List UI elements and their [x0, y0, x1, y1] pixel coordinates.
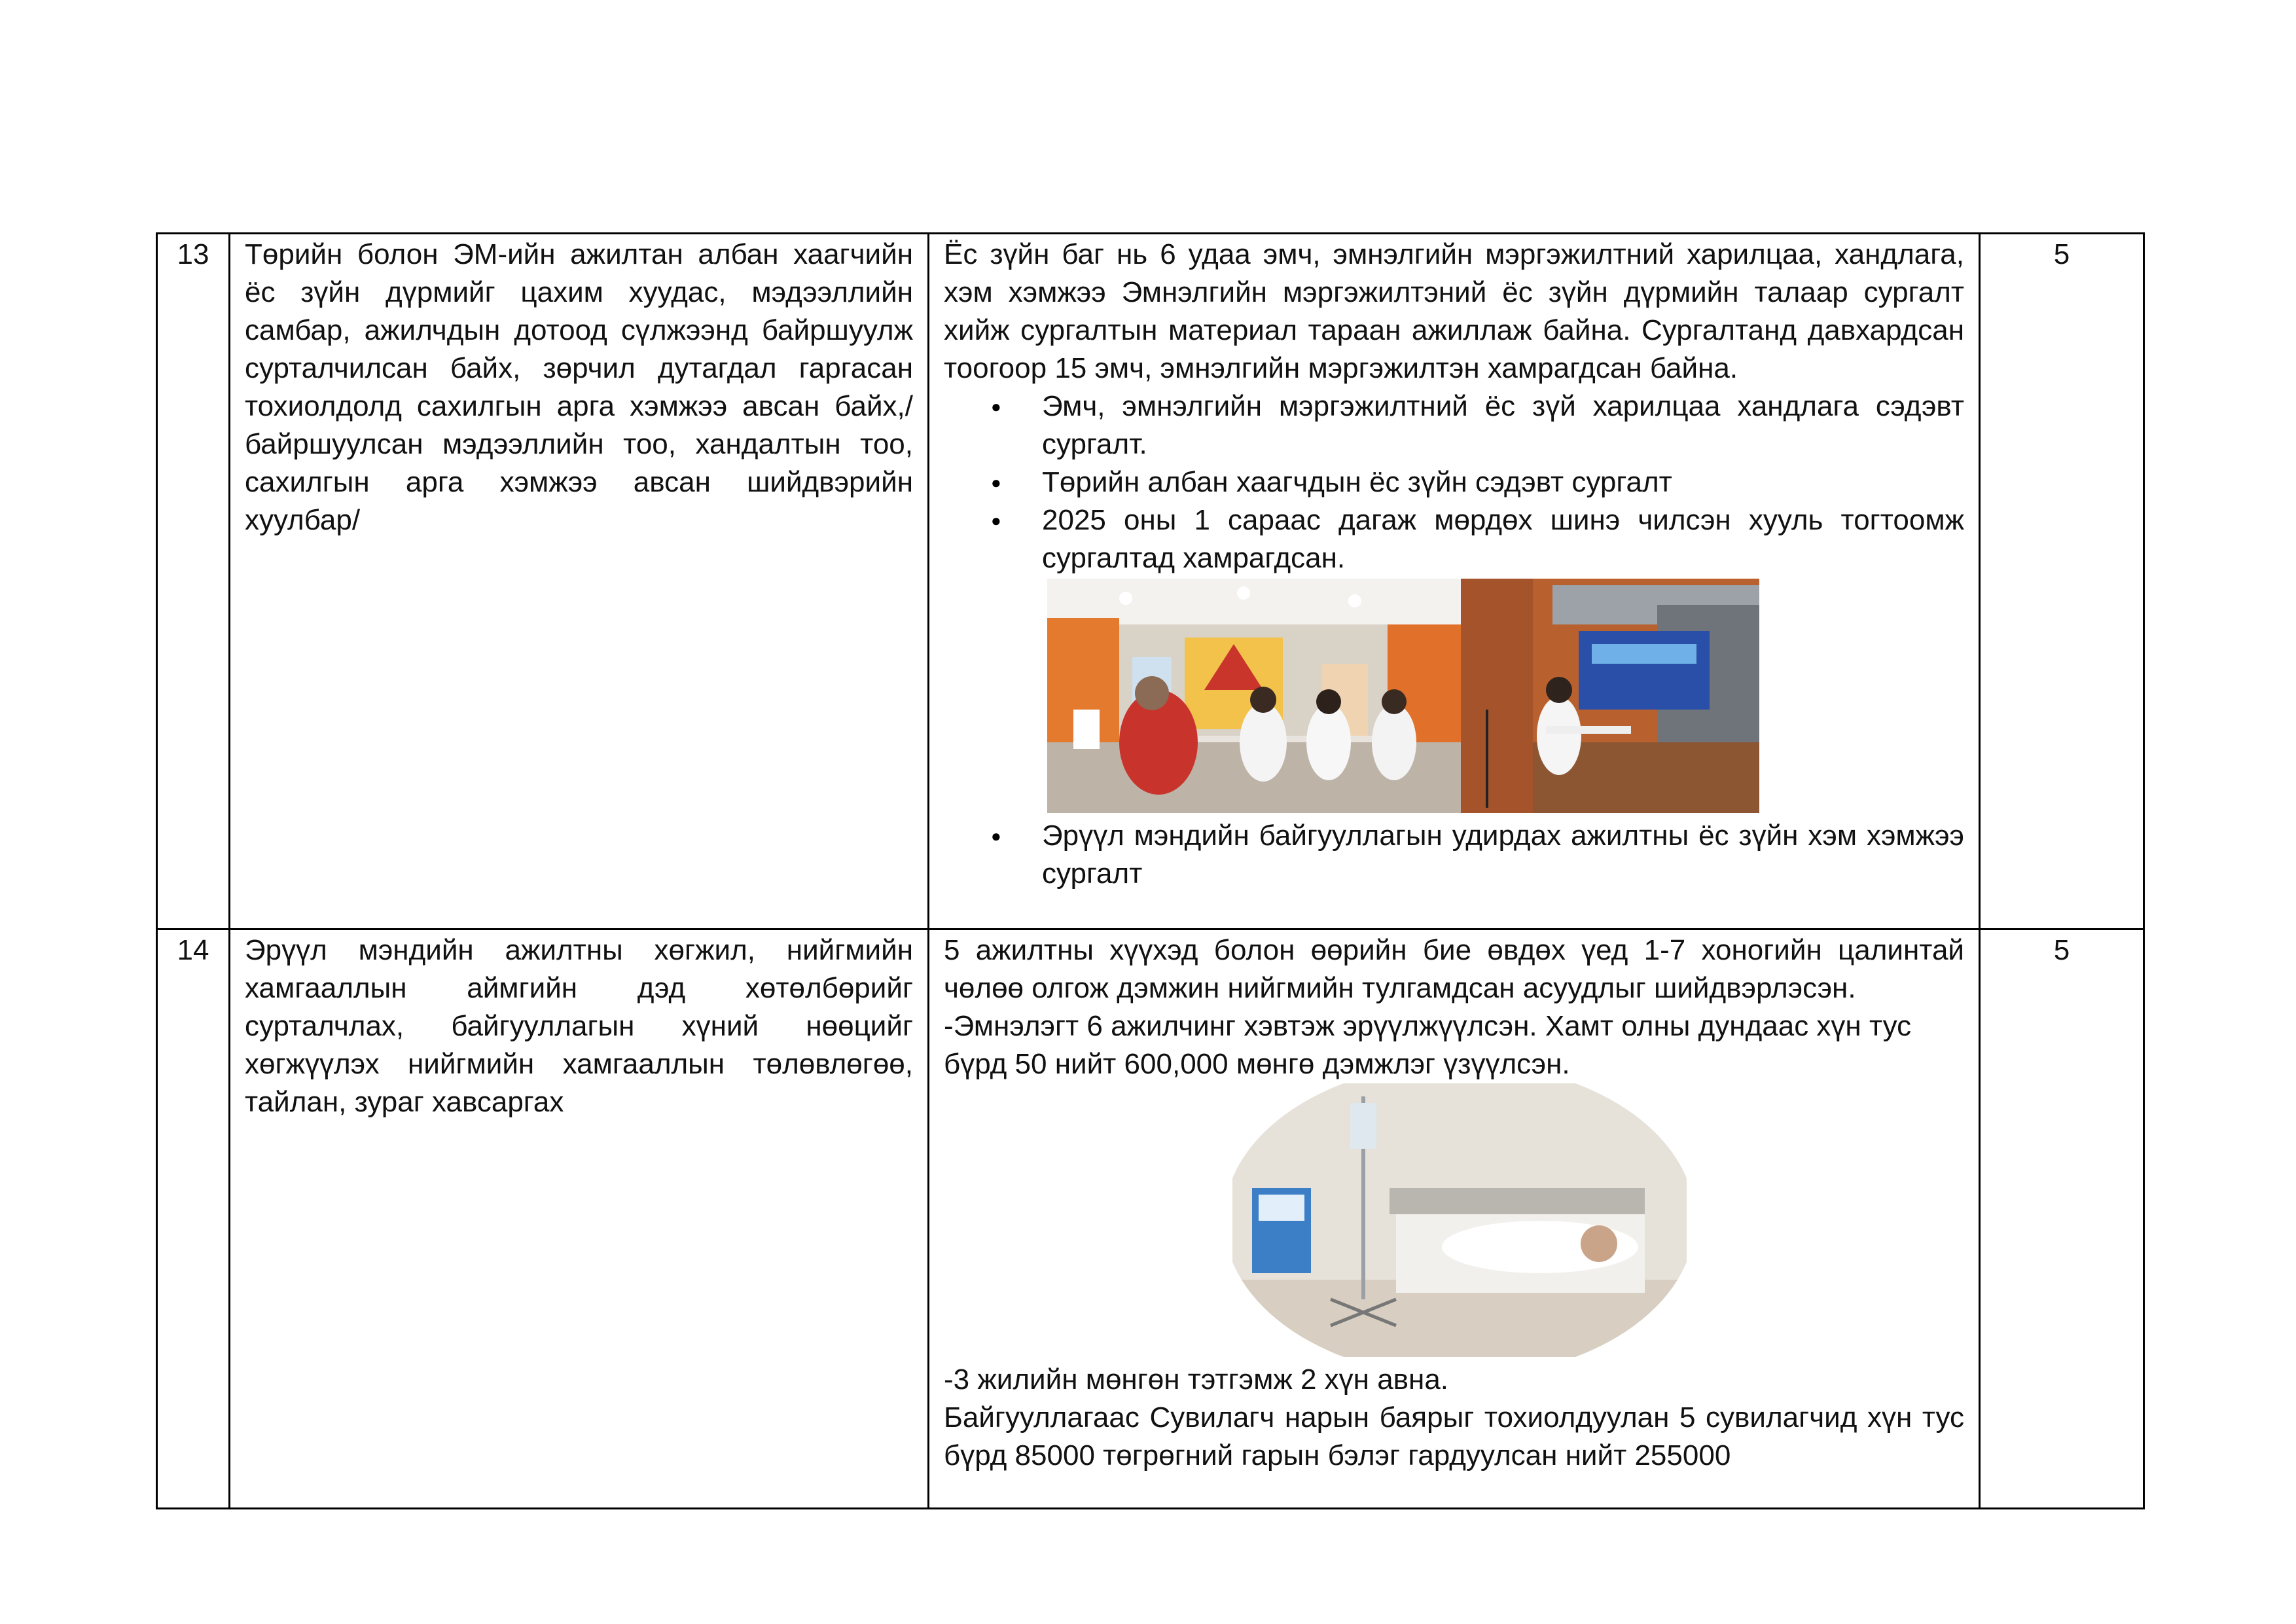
- report-table: [156, 232, 2145, 1509]
- row-number: 14: [157, 929, 230, 1509]
- training-list: [944, 388, 1964, 577]
- training-photo-screen: [1461, 579, 1759, 813]
- work-text-leave: 5 ажилтны хүүхэд болон өөрийн бие өвдөх үед 1-7 хоногийн цалинтай чөлөө олгож дэмжин нийгмийн тулгамдсан асуудлыг шийдвэрлэсэн.: [944, 934, 1964, 1004]
- criteria-cell: [230, 234, 929, 929]
- work-text-support: -Эмнэлэгт 6 ажилчинг хэвтэж эрүүлжүүлсэн. Хамт олны дундаас хүн тус бүрд 50 нийт 600,000 мөнгө дэмжлэг үзүүлсэн.: [944, 1010, 1912, 1080]
- list-item: ● Эрүүл мэндийн байгууллагын удирдах ажилтны ёс зүйн хэм хэмжээ сургалт: [1042, 817, 1964, 893]
- work-intro-text: Ёс зүйн баг нь 6 удаа эмч, эмнэлгийн мэргэжилтний харилцаа, хандлага, хэм хэмжээ Эмнэлгийн мэргэжилтэний ёс зүйн дүрмийн талаар сургалт хийж сургалтын материал тараан ажиллаж байна. Сургалтанд давхардсан тоогоор 15 эмч, эмнэлгийн мэргэжилтэн хамрагдсан байна.: [944, 238, 1964, 384]
- list-item: ● Төрийн албан хаагчдын ёс зүйн сэдэвт сургалт: [1042, 463, 1964, 501]
- training-photos: [1047, 579, 1964, 813]
- row-number: 13: [157, 234, 230, 929]
- criteria-text: Төрийн болон ЭМ-ийн ажилтан албан хаагчийн ёс зүйн дүрмийг цахим хуудас, мэдээллийн самбар, ажилчдын дотоод сүлжээнд байршуулж сурталчилсан байх, зөрчил дутагдал гаргасан тохиолдолд сахилгын арга хэмжээ авсан байх,/байршуулсан мэдээллийн тоо, хандалтын тоо, сахилгын арга хэмжээ авсан шийдвэрийн хуулбар/: [245, 238, 913, 536]
- work-cell: [929, 234, 1980, 929]
- work-cell: [929, 929, 1980, 1509]
- criteria-cell: [230, 929, 929, 1509]
- score-cell: 5: [1980, 929, 2144, 1509]
- training-photo-classroom: [1047, 579, 1461, 813]
- work-text-gift: Байгууллагаас Сувилагч нарын баярыг тохиолдуулан 5 сувилагчид хүн тус бүрд 85000 төгрөгний гарын бэлэг гардуулсан нийт 255000: [944, 1401, 1964, 1471]
- criteria-text: Эрүүл мэндийн ажилтны хөгжил, нийгмийн хамгааллын аймгийн дэд хөтөлбөрийг сурталчлах, байгууллагын хүний нөөцийг хөгжүүлэх нийгмийн хамгааллын төлөвлөгөө, тайлан, зураг хавсаргах: [245, 934, 913, 1118]
- work-text-allowance: -3 жилийн мөнгөн тэтгэмж 2 хүн авна.: [944, 1363, 1449, 1396]
- training-list-continued: [944, 817, 1964, 893]
- table-row-14: [157, 929, 2144, 1509]
- list-item: ● 2025 оны 1 сараас дагаж мөрдөх шинэ чилсэн хууль тогтоомж сургалтад хамрагдсан.: [1042, 501, 1964, 577]
- list-item: ● Эмч, эмнэлгийн мэргэжилтний ёс зүй харилцаа хандлага сэдэвт сургалт.: [1042, 388, 1964, 463]
- score-cell: 5: [1980, 234, 2144, 929]
- table-row-13: [157, 234, 2144, 929]
- hospital-photo: [1232, 1083, 1687, 1357]
